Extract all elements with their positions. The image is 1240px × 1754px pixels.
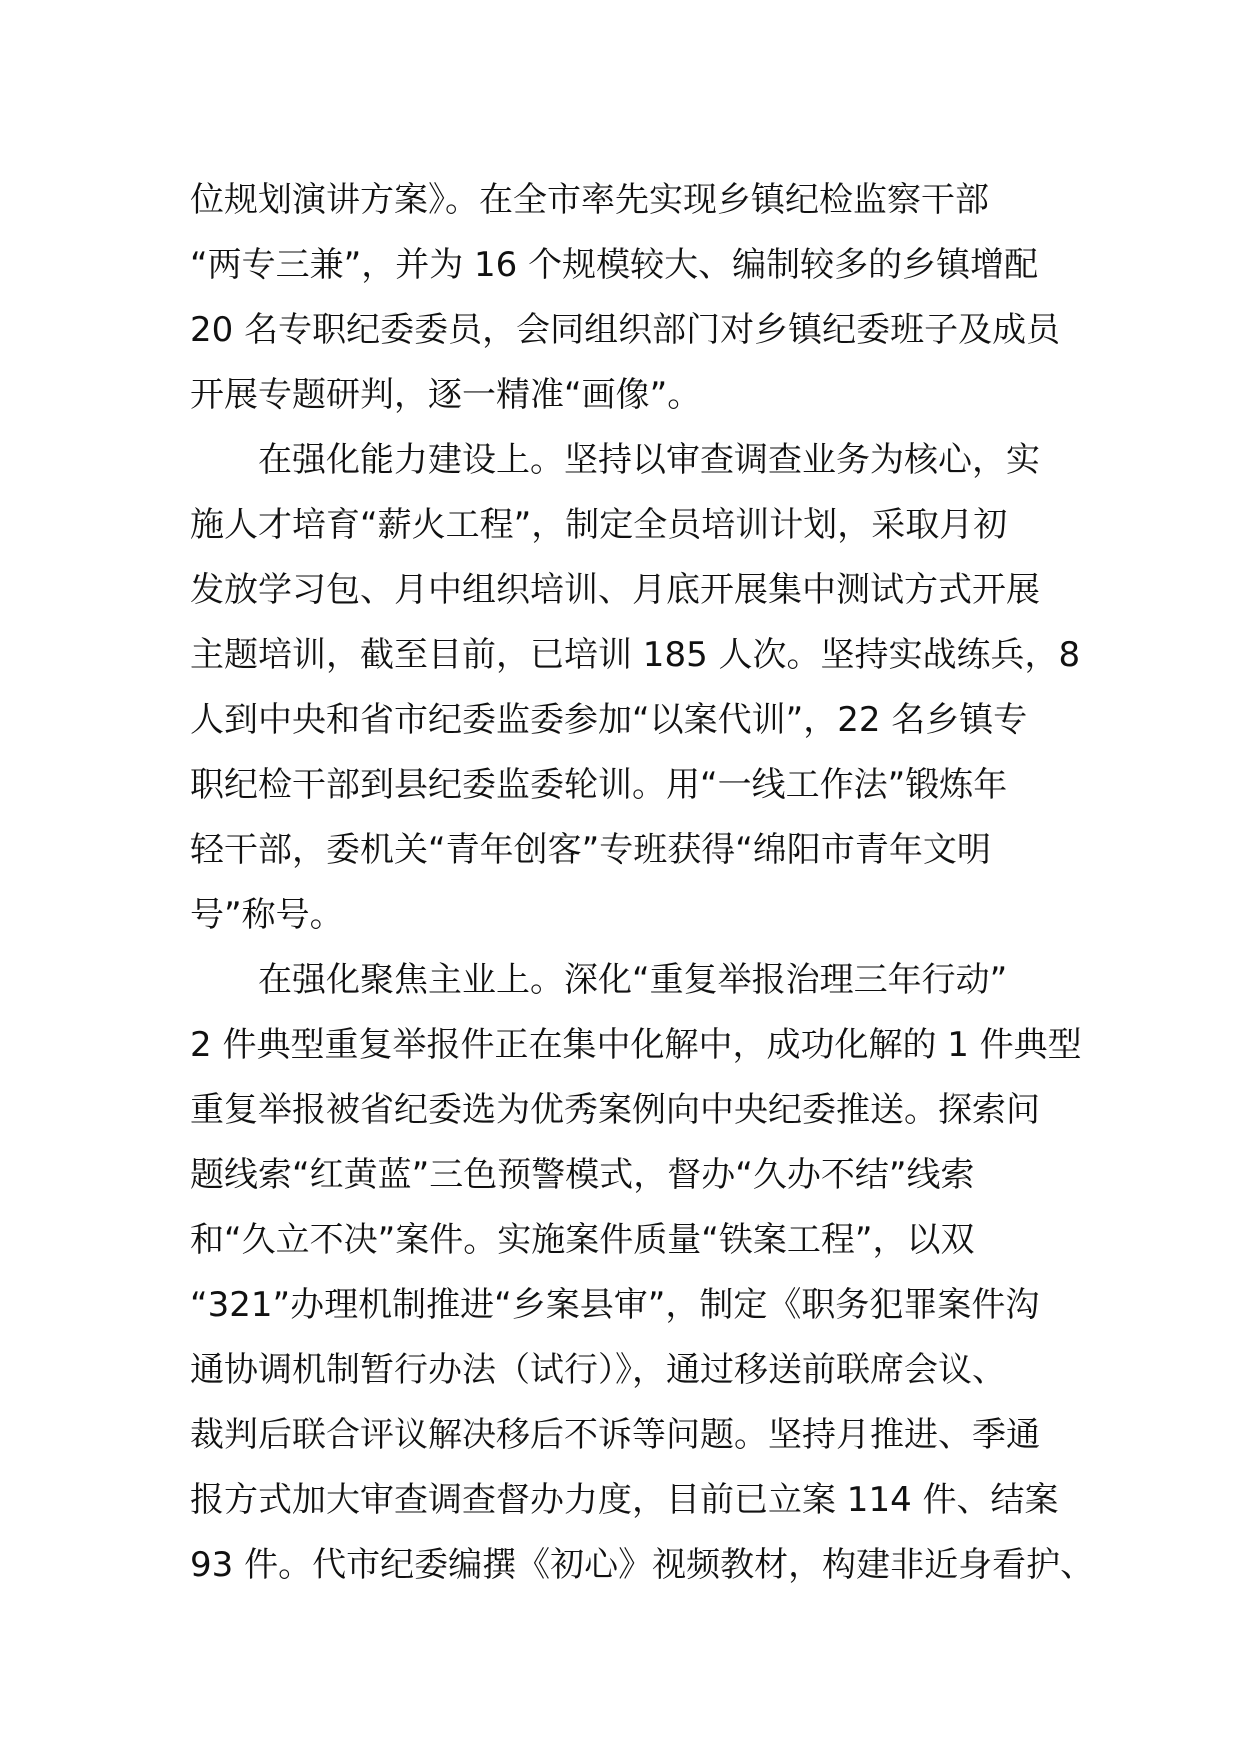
text-line: 施人才培育“薪火工程”，制定全员培训计划，采取月初 — [190, 505, 1008, 545]
text-line: 轻干部，委机关“青年创客”专班获得“绵阳市青年文明 — [190, 830, 991, 870]
text-line: 报方式加大审查调查督办力度，目前已立案 114 件、结案 — [190, 1480, 1059, 1520]
text-line: 重复举报被省纪委选为优秀案例向中央纪委推送。探索问 — [190, 1090, 1040, 1130]
paragraph-start-line: 在强化聚焦主业上。深化“重复举报治理三年行动” — [258, 960, 1008, 1000]
text-line: 人到中央和省市纪委监委参加“以案代训”，22 名乡镇专 — [190, 700, 1028, 740]
text-line: 通协调机制暂行办法（试行）》，通过移送前联席会议、 — [190, 1350, 1006, 1390]
text-line: 题线索“红黄蓝”三色预警模式，督办“久办不结”线索 — [190, 1155, 975, 1195]
text-line: 裁判后联合评议解决移后不诉等问题。坚持月推进、季通 — [190, 1415, 1040, 1455]
text-line: 职纪检干部到县纪委监委轮训。用“一线工作法”锻炼年 — [190, 765, 1008, 805]
text-line: 发放学习包、月中组织培训、月底开展集中测试方式开展 — [190, 570, 1040, 610]
text-line: 和“久立不决”案件。实施案件质量“铁案工程”，以双 — [190, 1220, 975, 1260]
text-line: 2 件典型重复举报件正在集中化解中，成功化解的 1 件典型 — [190, 1025, 1082, 1065]
text-line: “两专三兼”，并为 16 个规模较大、编制较多的乡镇增配 — [190, 245, 1039, 285]
text-line: 开展专题研判，逐一精准“画像”。 — [190, 375, 702, 415]
text-line: 93 件。代市纪委编撰《初心》视频教材，构建非近身看护、 — [190, 1545, 1095, 1585]
text-line: 20 名专职纪委委员，会同组织部门对乡镇纪委班子及成员 — [190, 310, 1061, 350]
text-line: 主题培训，截至目前，已培训 185 人次。坚持实战练兵，8 — [190, 635, 1081, 675]
paragraph-start-line: 在强化能力建设上。坚持以审查调查业务为核心，实 — [258, 440, 1040, 480]
text-line: 号”称号。 — [190, 895, 344, 935]
body-text — [190, 168, 1095, 1598]
text-line: “321”办理机制推进“乡案县审”，制定《职务犯罪案件沟 — [190, 1285, 1040, 1325]
text-line: 位规划演讲方案》。在全市率先实现乡镇纪检监察干部 — [190, 180, 989, 220]
